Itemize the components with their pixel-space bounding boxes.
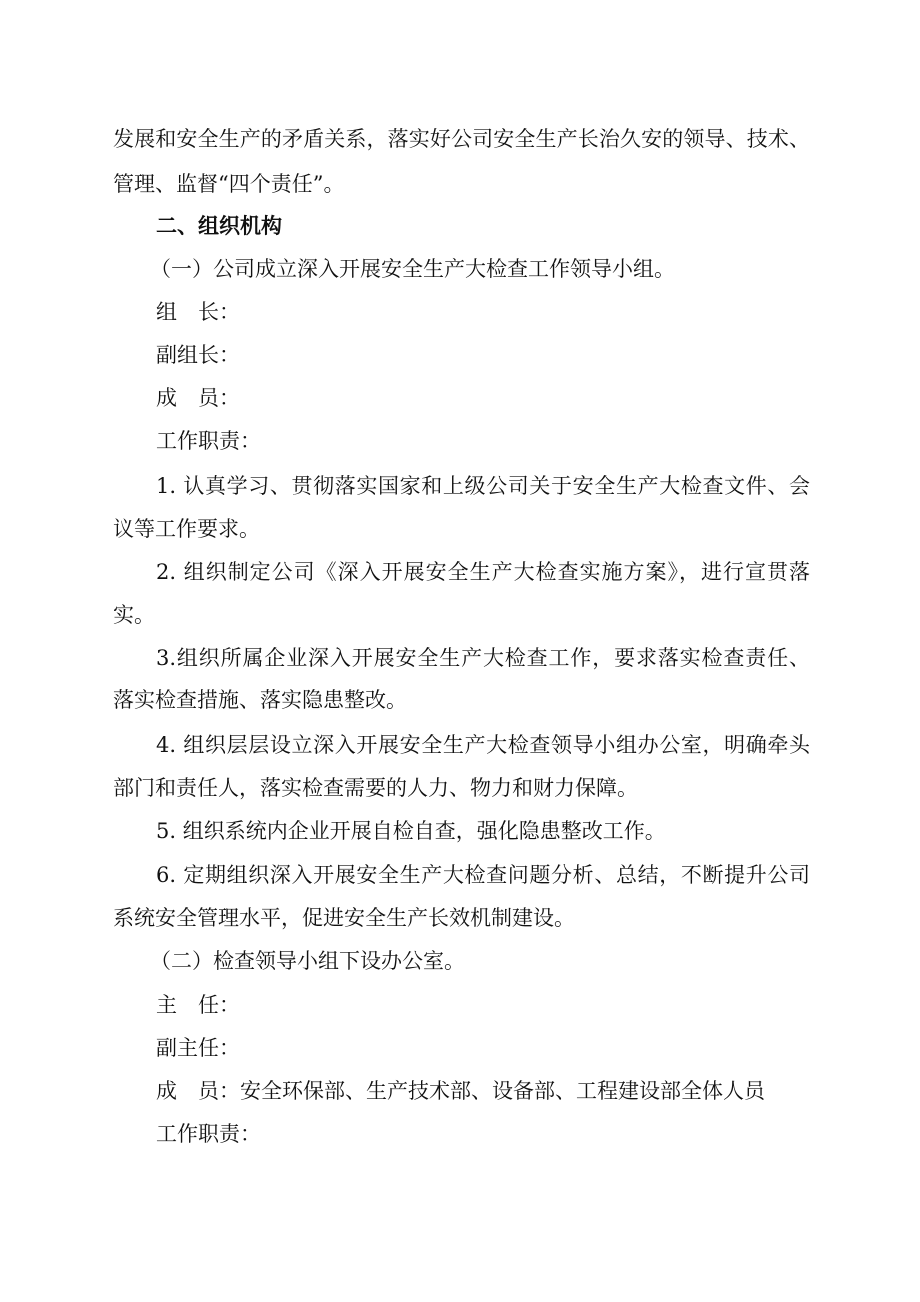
subsection-heading: （二）检查领导小组下设办公室。	[150, 949, 465, 973]
list-item: 6. 定期组织深入开展安全生产大检查问题分析、总结，不断提升公司	[156, 863, 810, 887]
field-leader: 组 长：	[156, 300, 240, 324]
section-heading: 二、组织机构	[156, 213, 282, 238]
list-item: 1. 认真学习、贯彻落实国家和上级公司关于安全生产大检查文件、会	[156, 474, 810, 498]
list-item: 4. 组织层层设立深入开展安全生产大检查领导小组办公室，明确牵头	[156, 733, 810, 757]
paragraph-line: 发展和安全生产的矛盾关系，落实好公司安全生产长治久安的领导、技术、	[113, 127, 810, 151]
field-office-members: 成 员：安全环保部、生产技术部、设备部、工程建设部全体人员	[156, 1079, 765, 1103]
list-item: 3.组织所属企业深入开展安全生产大检查工作，要求落实检查责任、	[156, 646, 810, 670]
subsection-heading: （一）公司成立深入开展安全生产大检查工作领导小组。	[150, 257, 675, 281]
duties-label: 工作职责：	[156, 1122, 261, 1146]
duties-label: 工作职责：	[156, 429, 261, 453]
list-item-continuation: 系统安全管理水平，促进安全生产长效机制建设。	[113, 906, 575, 930]
list-item-continuation: 部门和责任人，落实检查需要的人力、物力和财力保障。	[113, 776, 638, 800]
list-item: 5. 组织系统内企业开展自检自查，强化隐患整改工作。	[156, 819, 666, 843]
field-deputy-director: 副主任：	[156, 1036, 240, 1060]
list-item-continuation: 实。	[113, 603, 155, 627]
field-members: 成 员：	[156, 386, 240, 410]
list-item: 2. 组织制定公司《深入开展安全生产大检查实施方案》，进行宣贯落	[156, 560, 810, 584]
list-item-continuation: 落实检查措施、落实隐患整改。	[113, 688, 407, 712]
field-director: 主 任：	[156, 993, 240, 1017]
list-item-continuation: 议等工作要求。	[113, 517, 260, 541]
paragraph-line: 管理、监督“四个责任”。	[113, 172, 345, 196]
field-deputy-leader: 副组长：	[156, 343, 240, 367]
